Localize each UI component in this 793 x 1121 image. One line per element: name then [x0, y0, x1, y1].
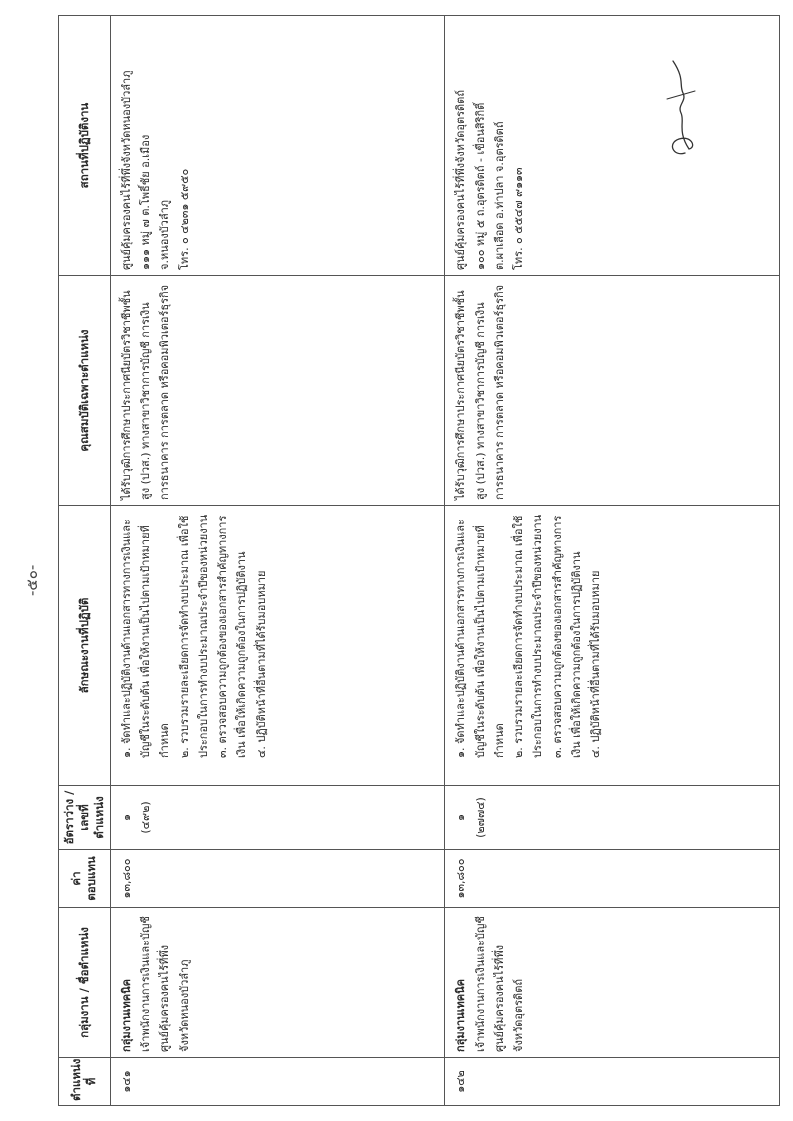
header-workplace: สถานที่ปฏิบัติงาน: [59, 16, 111, 276]
header-qualification: คุณสมบัติเฉพาะตำแหน่ง: [59, 276, 111, 506]
duty-item: ๓. ตรวจสอบความถูกต้องของเอกสารสำคัญทางการเงิน เพื่อให้เกิดความถูกต้องในการปฏิบัติงาน: [550, 515, 583, 758]
row-no: ๑๔๒: [445, 1058, 780, 1106]
row-vacancy-cell: [110, 786, 445, 850]
workplace-line: โทร. ๐ ๔๒๓๑ ๕๙๕๐: [177, 168, 191, 270]
row-position-id: (๔๙๒): [139, 801, 153, 834]
row-workplace: [445, 16, 780, 276]
row-qualification: ได้รับวุฒิการศึกษาประกาศนียบัตรวิชาชีพชั้นสูง (ปวส.) ทางสาขาวิชาการบัญชี การเงิน การธนาคาร การตลาด หรือคอมพิวเตอร์ธุรกิจ: [110, 276, 445, 506]
workplace-line: ต.ผาเลือด อ.ท่าปลา จ.อุตรดิตถ์: [492, 121, 506, 270]
duty-item: ๔. ปฏิบัติหน้าที่อื่นตามที่ได้รับมอบหมาย: [589, 570, 603, 758]
workplace-line: จ.หนองบัวลำภู: [158, 199, 172, 270]
header-row: [59, 16, 111, 1106]
row-pay: ๑๓,๘๐๐: [110, 850, 445, 908]
workplace-line: ๑๑๑ หมู่ ๗ ต.โพธิ์ชัย อ.เมือง: [139, 134, 153, 270]
row-group: กลุ่มงานเทคนิค: [119, 979, 133, 1052]
row-qualification: ได้รับวุฒิการศึกษาประกาศนียบัตรวิชาชีพชั้นสูง (ปวส.) ทางสาขาวิชาการบัญชี การเงิน การธนาคาร การตลาด หรือคอมพิวเตอร์ธุรกิจ: [445, 276, 780, 506]
row-no: ๑๔๑: [110, 1058, 445, 1106]
duty-item: ๑. จัดทำและปฏิบัติงานด้านเอกสารทางการเงินและบัญชีในระดับต้น เพื่อให้งานเป็นไปตามเป้าหมายที่กำหนด: [454, 519, 506, 758]
row-position-id: (๒๗๗๔): [473, 797, 487, 838]
row-group: กลุ่มงานเทคนิค: [454, 979, 468, 1052]
workplace-line: ๑๐๐ หมู่ ๕ ถ.อุตรดิตถ์ - เขื่อนสิริกิติ์: [473, 102, 487, 270]
duty-item: ๓. ตรวจสอบความถูกต้องของเอกสารสำคัญทางการเงิน เพื่อให้เกิดความถูกต้องในการปฏิบัติงาน: [216, 515, 249, 758]
duty-item: ๔. ปฏิบัติหน้าที่อื่นตามที่ได้รับมอบหมาย: [254, 570, 268, 758]
row-vacancy: ๑: [119, 814, 133, 821]
workplace-line: ศูนย์คุ้มครองคนไร้ที่พึ่งจังหวัดอุตรดิตถ์: [454, 90, 468, 270]
duty-item: ๑. จัดทำและปฏิบัติงานด้านเอกสารทางการเงินและบัญชีในระดับต้น เพื่อให้งานเป็นไปตามเป้าหมายที่กำหนด: [119, 519, 172, 758]
table-row: [110, 16, 445, 1106]
row-pay: ๑๓,๘๐๐: [445, 850, 780, 908]
workplace-line: ศูนย์คุ้มครองคนไร้ที่พึ่งจังหวัดหนองบัวลำภู: [119, 70, 133, 270]
row-vacancy-cell: [445, 786, 780, 850]
header-no: ตำแหน่งที่: [59, 1058, 111, 1106]
row-unit: ศูนย์คุ้มครองคนไร้ที่พึ่งจังหวัดหนองบัวลำภู: [158, 945, 191, 1052]
row-unit: ศูนย์คุ้มครองคนไร้ที่พึ่งจังหวัดอุตรดิตถ์: [492, 945, 526, 1052]
row-position: เจ้าพนักงานการเงินและบัญชี: [139, 916, 153, 1052]
table-row: [445, 16, 780, 1106]
header-duties: ลักษณะงานที่ปฏิบัติ: [59, 506, 111, 786]
row-group-position: [110, 908, 445, 1058]
workplace-line: โทร. ๐ ๕๕๔๗ ๙๑๑๓: [512, 167, 526, 270]
signature-mark: [655, 51, 705, 161]
header-compensation: ค่าตอบแทน: [59, 850, 111, 908]
duty-item: ๒. รวบรวมรายละเอียดการจัดทำงบประมาณ เพื่อใช้ประกอบในการทำงบประมาณประจำปีของหน่วยงาน: [512, 514, 545, 758]
row-position: เจ้าพนักงานการเงินและบัญชี: [473, 916, 487, 1052]
row-group-position: [445, 908, 780, 1058]
row-vacancy: ๑: [454, 814, 468, 821]
row-duties: [110, 506, 445, 786]
duty-item: ๒. รวบรวมรายละเอียดการจัดทำงบประมาณ เพื่อใช้ประกอบในการทำงบประมาณประจำปีของหน่วยงาน: [177, 514, 210, 758]
header-group-position: กลุ่มงาน / ชื่อตำแหน่ง: [59, 908, 111, 1058]
header-vacancy: อัตราว่าง / เลขที่ตำแหน่ง: [59, 786, 111, 850]
position-table: [58, 15, 780, 1106]
row-duties: [445, 506, 780, 786]
page-number: -๕๐-: [23, 564, 41, 596]
row-workplace: [110, 16, 445, 276]
